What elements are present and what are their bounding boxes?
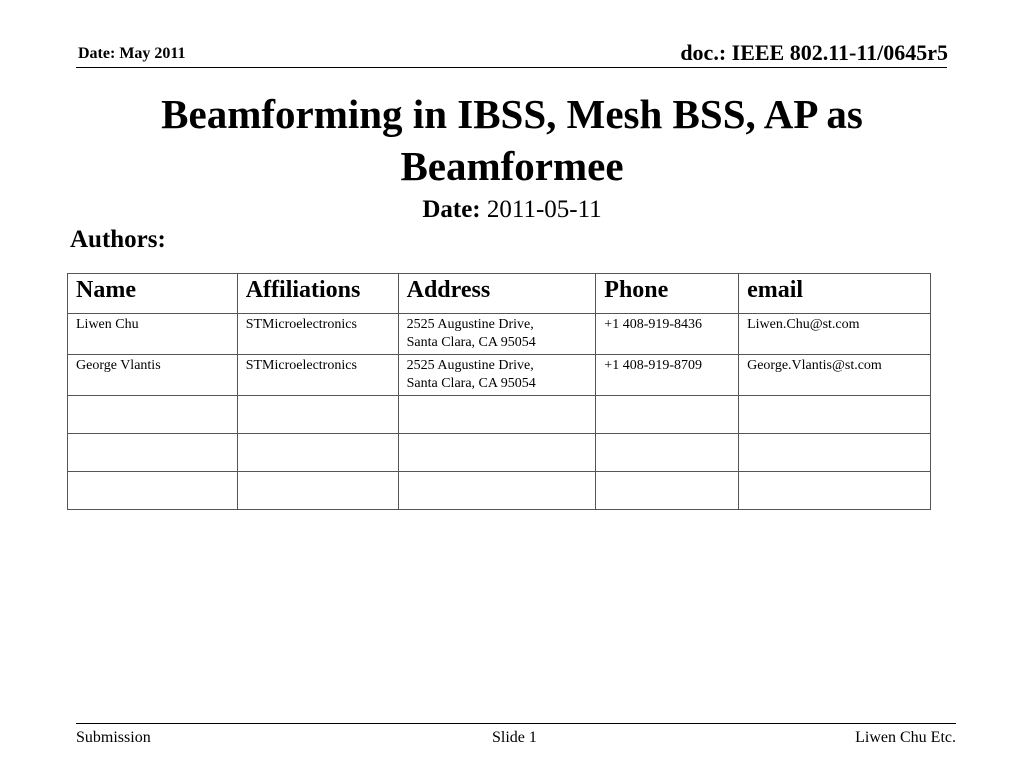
footer-submission: Submission — [76, 729, 151, 746]
author-address — [398, 355, 596, 396]
footer-author: Liwen Chu Etc. — [855, 729, 956, 746]
header-date: Date: May 2011 — [78, 45, 186, 62]
empty-table-row — [68, 434, 931, 472]
authors-table — [67, 273, 931, 510]
date-line — [0, 196, 1024, 224]
column-header-email: email — [739, 274, 931, 314]
footer-slide-number: Slide 1 — [492, 729, 537, 746]
author-affiliation: STMicroelectronics — [237, 314, 398, 355]
date-label: Date: — [422, 196, 481, 223]
author-address — [398, 314, 596, 355]
author-phone: +1 408-919-8709 — [596, 355, 739, 396]
column-header-affiliations: Affiliations — [237, 274, 398, 314]
footer-divider — [76, 723, 956, 724]
address-line1: 2525 Augustine Drive, — [406, 317, 534, 332]
column-header-address: Address — [398, 274, 596, 314]
table-header-row — [68, 274, 931, 314]
address-line2: Santa Clara, CA 95054 — [406, 376, 536, 391]
date-value: 2011-05-11 — [486, 196, 602, 223]
column-header-name: Name — [68, 274, 238, 314]
header-doc-id: doc.: IEEE 802.11-11/0645r5 — [680, 40, 948, 65]
address-line1: 2525 Augustine Drive, — [406, 358, 534, 373]
author-affiliation: STMicroelectronics — [237, 355, 398, 396]
author-email: Liwen.Chu@st.com — [739, 314, 931, 355]
slide-title: Beamforming in IBSS, Mesh BSS, AP as Beamformee — [161, 91, 863, 189]
empty-table-row — [68, 396, 931, 434]
header-divider — [76, 67, 947, 68]
column-header-phone: Phone — [596, 274, 739, 314]
author-name: George Vlantis — [68, 355, 238, 396]
authors-label: Authors: — [70, 226, 166, 253]
table-row — [68, 355, 931, 396]
table-row — [68, 314, 931, 355]
author-phone: +1 408-919-8436 — [596, 314, 739, 355]
author-email: George.Vlantis@st.com — [739, 355, 931, 396]
author-name: Liwen Chu — [68, 314, 238, 355]
empty-table-row — [68, 472, 931, 510]
address-line2: Santa Clara, CA 95054 — [406, 335, 536, 350]
